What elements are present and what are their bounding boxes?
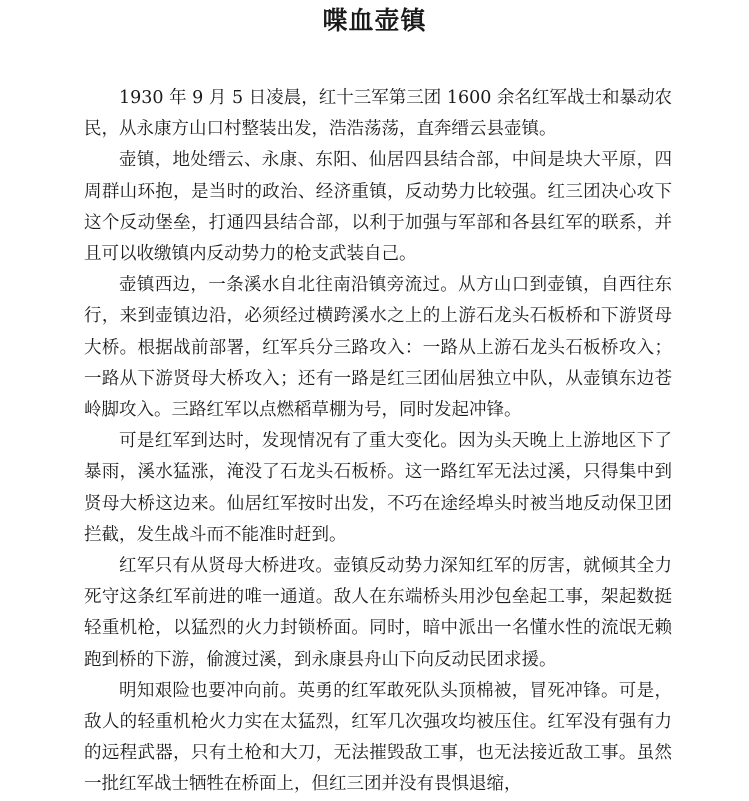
paragraph: 1930 年 9 月 5 日凌晨，红十三军第三团 1600 余名红军战士和暴动农民，从永康方山口村整装出发，浩浩荡荡，直奔缙云县壶镇。	[84, 88, 672, 140]
article-title: 喋血壶镇	[322, 6, 427, 35]
paragraph: 红军只有从贤母大桥进攻。壶镇反动势力深知红军的厉害，就倾其全力死守这条红军前进的唯一通道。敌人在东端桥头用沙包垒起工事，架起数挺轻重机枪，以猛烈的火力封锁桥面。同时，暗中派出一名懂水性的流氓无赖跑到桥的下游，偷渡过溪，到永康县舟山下向反动民团求援。	[84, 556, 672, 670]
paragraph: 壶镇，地处缙云、永康、东阳、仙居四县结合部，中间是块大平原，四周群山环抱，是当时的政治、经济重镇，反动势力比较强。红三团决心攻下这个反动堡垒，打通四县结合部，以利于加强与军部和各县红军的联系，并且可以收缴镇内反动势力的枪支武装自己。	[84, 150, 672, 265]
article-body	[84, 83, 672, 801]
paragraph: 明知艰险也要冲向前。英勇的红军敢死队头顶棉被，冒死冲锋。可是，敌人的轻重机枪火力实在太猛烈，红军几次强攻均被压住。红军没有强有力的远程武器，只有土枪和大刀，无法摧毁敌工事，也无法接近敌工事。虽然一批红军战士牺牲在桥面上，但红三团并没有畏惧退缩，	[84, 680, 672, 795]
paragraph: 可是红军到达时，发现情况有了重大变化。因为头天晚上上游地区下了暴雨，溪水猛涨，淹没了石龙头石板桥。这一路红军无法过溪，只得集中到贤母大桥这边来。仙居红军按时出发，不巧在途经埠头时被当地反动保卫团拦截，发生战斗而不能准时赶到。	[84, 431, 672, 545]
paragraph: 壶镇西边，一条溪水自北往南沿镇旁流过。从方山口到壶镇，自西往东行，来到壶镇边沿，必须经过横跨溪水之上的上游石龙头石板桥和下游贤母大桥。根据战前部署，红军兵分三路攻入：一路从上游石龙头石板桥攻入；一路从下游贤母大桥攻入；还有一路是红三团仙居独立中队，从壶镇东边苍岭脚攻入。三路红军以点燃稻草棚为号，同时发起冲锋。	[84, 275, 672, 421]
